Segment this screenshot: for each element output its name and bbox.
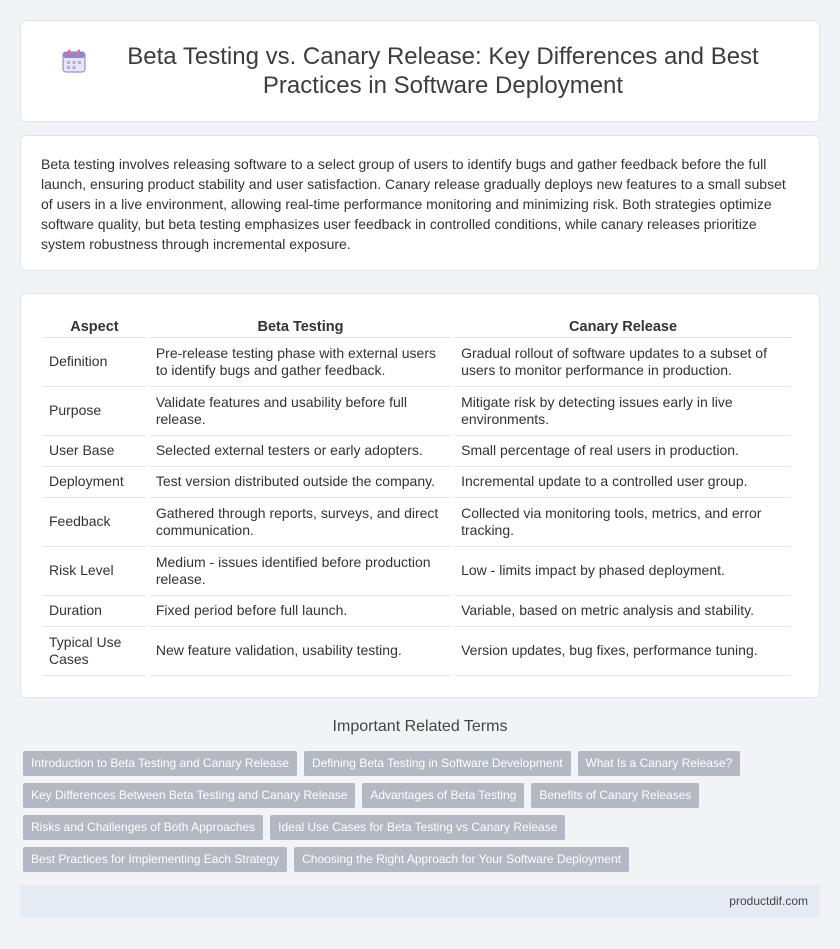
aspect-cell: Deployment: [43, 467, 146, 498]
tag-link[interactable]: Best Practices for Implementing Each Strategy: [23, 847, 287, 872]
table-row: [43, 627, 791, 676]
aspect-cell: Purpose: [43, 387, 146, 436]
canary-cell: Version updates, bug fixes, performance tuning.: [455, 627, 791, 676]
table-header-row: [43, 314, 791, 338]
related-tags: [23, 751, 823, 879]
table-row: [43, 498, 791, 547]
comparison-table: [39, 314, 795, 676]
calendar-icon: [61, 48, 87, 74]
page-title: Beta Testing vs. Canary Release: Key Differences and Best Practices in Software Deployment: [127, 43, 759, 99]
beta-cell: Gathered through reports, surveys, and direct communication.: [150, 498, 451, 547]
tag-row: [23, 847, 823, 872]
table-row: [43, 436, 791, 467]
beta-cell: Pre-release testing phase with external users to identify bugs and gather feedback.: [150, 338, 451, 387]
canary-cell: Small percentage of real users in production.: [455, 436, 791, 467]
canary-cell: Mitigate risk by detecting issues early in live environments.: [455, 387, 791, 436]
aspect-cell: Duration: [43, 596, 146, 627]
header-card: [20, 20, 820, 122]
beta-cell: Medium - issues identified before production release.: [150, 547, 451, 596]
beta-cell: New feature validation, usability testing.: [150, 627, 451, 676]
table-row: [43, 547, 791, 596]
canary-cell: Gradual rollout of software updates to a subset of users to monitor performance in production.: [455, 338, 791, 387]
beta-cell: Validate features and usability before full release.: [150, 387, 451, 436]
canary-cell: Variable, based on metric analysis and stability.: [455, 596, 791, 627]
tag-link[interactable]: Introduction to Beta Testing and Canary Release: [23, 751, 297, 776]
table-row: [43, 387, 791, 436]
intro-card: [20, 135, 820, 271]
aspect-cell: Typical Use Cases: [43, 627, 146, 676]
tag-link[interactable]: Ideal Use Cases for Beta Testing vs Canary Release: [270, 815, 565, 840]
tag-link[interactable]: What Is a Canary Release?: [578, 751, 741, 776]
tag-link[interactable]: Defining Beta Testing in Software Development: [304, 751, 571, 776]
canary-cell: Low - limits impact by phased deployment.: [455, 547, 791, 596]
aspect-cell: Feedback: [43, 498, 146, 547]
aspect-cell: User Base: [43, 436, 146, 467]
comparison-card: [20, 293, 820, 698]
aspect-cell: Definition: [43, 338, 146, 387]
table-row: [43, 467, 791, 498]
footer: [20, 885, 820, 918]
tag-link[interactable]: Advantages of Beta Testing: [362, 783, 524, 808]
aspect-cell: Risk Level: [43, 547, 146, 596]
tag-link[interactable]: Choosing the Right Approach for Your Software Deployment: [294, 847, 629, 872]
title-wrap: [61, 42, 779, 100]
beta-cell: Selected external testers or early adopters.: [150, 436, 451, 467]
header-beta-testing: Beta Testing: [150, 314, 451, 338]
related-terms-title: Important Related Terms: [332, 718, 508, 735]
tag-row: [23, 783, 823, 808]
tag-row: [23, 751, 823, 776]
intro-paragraph: Beta testing involves releasing software to a select group of users to identify bugs and gather feedback before the full launch, ensuring product stability and user satisfaction. Canary release gradually deploys new features to a small subset of users in a live environment, allowing real-time performance monitoring and minimizing risk. Both strategies optimize software quality, but beta testing emphasizes user feedback in controlled conditions, while canary releases prioritize system robustness through incremental exposure.: [41, 156, 786, 252]
beta-cell: Fixed period before full launch.: [150, 596, 451, 627]
header-aspect: Aspect: [43, 314, 146, 338]
tag-link[interactable]: Risks and Challenges of Both Approaches: [23, 815, 263, 840]
tag-link[interactable]: Benefits of Canary Releases: [531, 783, 699, 808]
footer-site-link[interactable]: productdif.com: [729, 894, 808, 908]
tag-link[interactable]: Key Differences Between Beta Testing and Canary Release: [23, 783, 355, 808]
tag-row: [23, 815, 823, 840]
canary-cell: Incremental update to a controlled user group.: [455, 467, 791, 498]
canary-cell: Collected via monitoring tools, metrics, and error tracking.: [455, 498, 791, 547]
header-canary-release: Canary Release: [455, 314, 791, 338]
table-row: [43, 596, 791, 627]
beta-cell: Test version distributed outside the company.: [150, 467, 451, 498]
table-row: [43, 338, 791, 387]
